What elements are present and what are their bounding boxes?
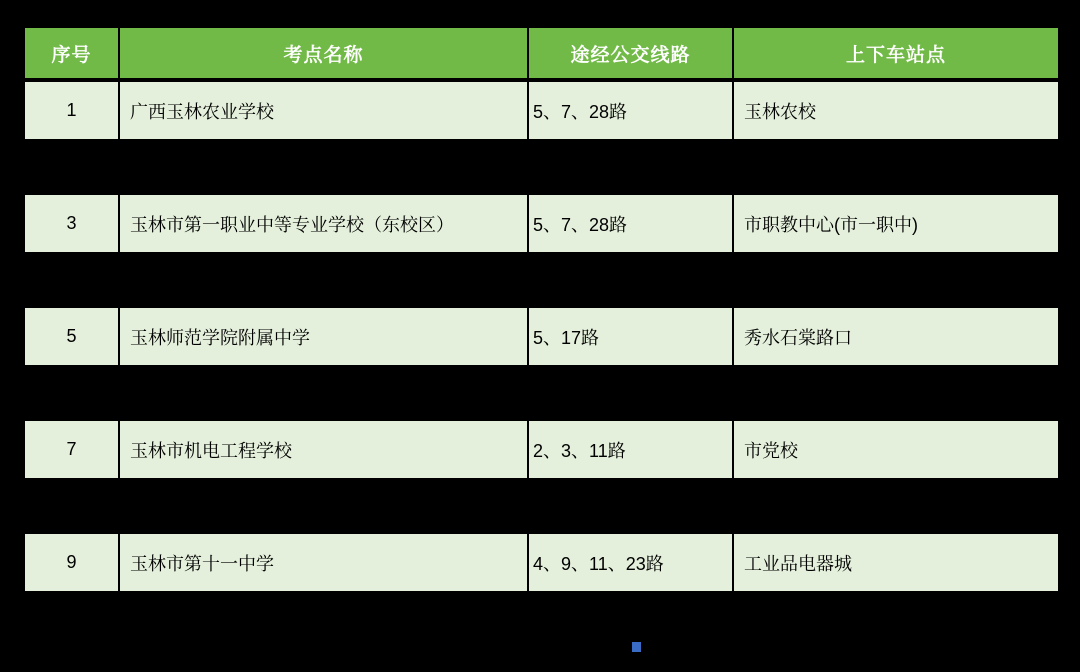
exam-site-name-cell: 玉林市第一职业中等专业学校（东校区）: [120, 195, 529, 252]
table-body: [25, 82, 1058, 591]
header-cell-no: 序号: [25, 28, 120, 78]
table-row: [25, 421, 1058, 478]
bus-stop-cell: 玉林农校: [744, 101, 816, 122]
table-row: [25, 534, 1058, 591]
bus-stop-cell: 市职教中心(市一职中): [744, 214, 918, 235]
bus-lines-cell: 5、17路: [529, 308, 734, 365]
row-number-cell: 1: [25, 82, 120, 139]
row-number-cell: 9: [25, 534, 120, 591]
exam-site-bus-table: [25, 28, 1058, 591]
row-number-cell: 7: [25, 421, 120, 478]
bus-lines-cell: 2、3、11路: [529, 421, 734, 478]
row-number-cell: 5: [25, 308, 120, 365]
stray-blue-mark: [632, 642, 641, 652]
table-header-row: [25, 28, 1058, 78]
exam-site-name-cell: 广西玉林农业学校: [120, 82, 529, 139]
exam-site-name-cell: 玉林市第十一中学: [120, 534, 529, 591]
bus-stop-cell: 市党校: [744, 440, 798, 461]
table-row: [25, 195, 1058, 252]
exam-site-name-cell: 玉林师范学院附属中学: [120, 308, 529, 365]
header-cell-stop: 上下车站点: [845, 44, 946, 66]
exam-site-name-cell: 玉林市机电工程学校: [120, 421, 529, 478]
table-row: [25, 308, 1058, 365]
bus-lines-cell: 5、7、28路: [529, 195, 734, 252]
header-cell-buses: 途经公交线路: [529, 28, 734, 78]
bus-lines-cell: 5、7、28路: [529, 82, 734, 139]
bus-stop-cell: 工业品电器城: [744, 553, 852, 574]
row-number-cell: 3: [25, 195, 120, 252]
table-row: [25, 82, 1058, 139]
bus-lines-cell: 4、9、11、23路: [529, 534, 734, 591]
bus-stop-cell: 秀水石棠路口: [744, 327, 852, 348]
header-cell-name: 考点名称: [120, 28, 529, 78]
